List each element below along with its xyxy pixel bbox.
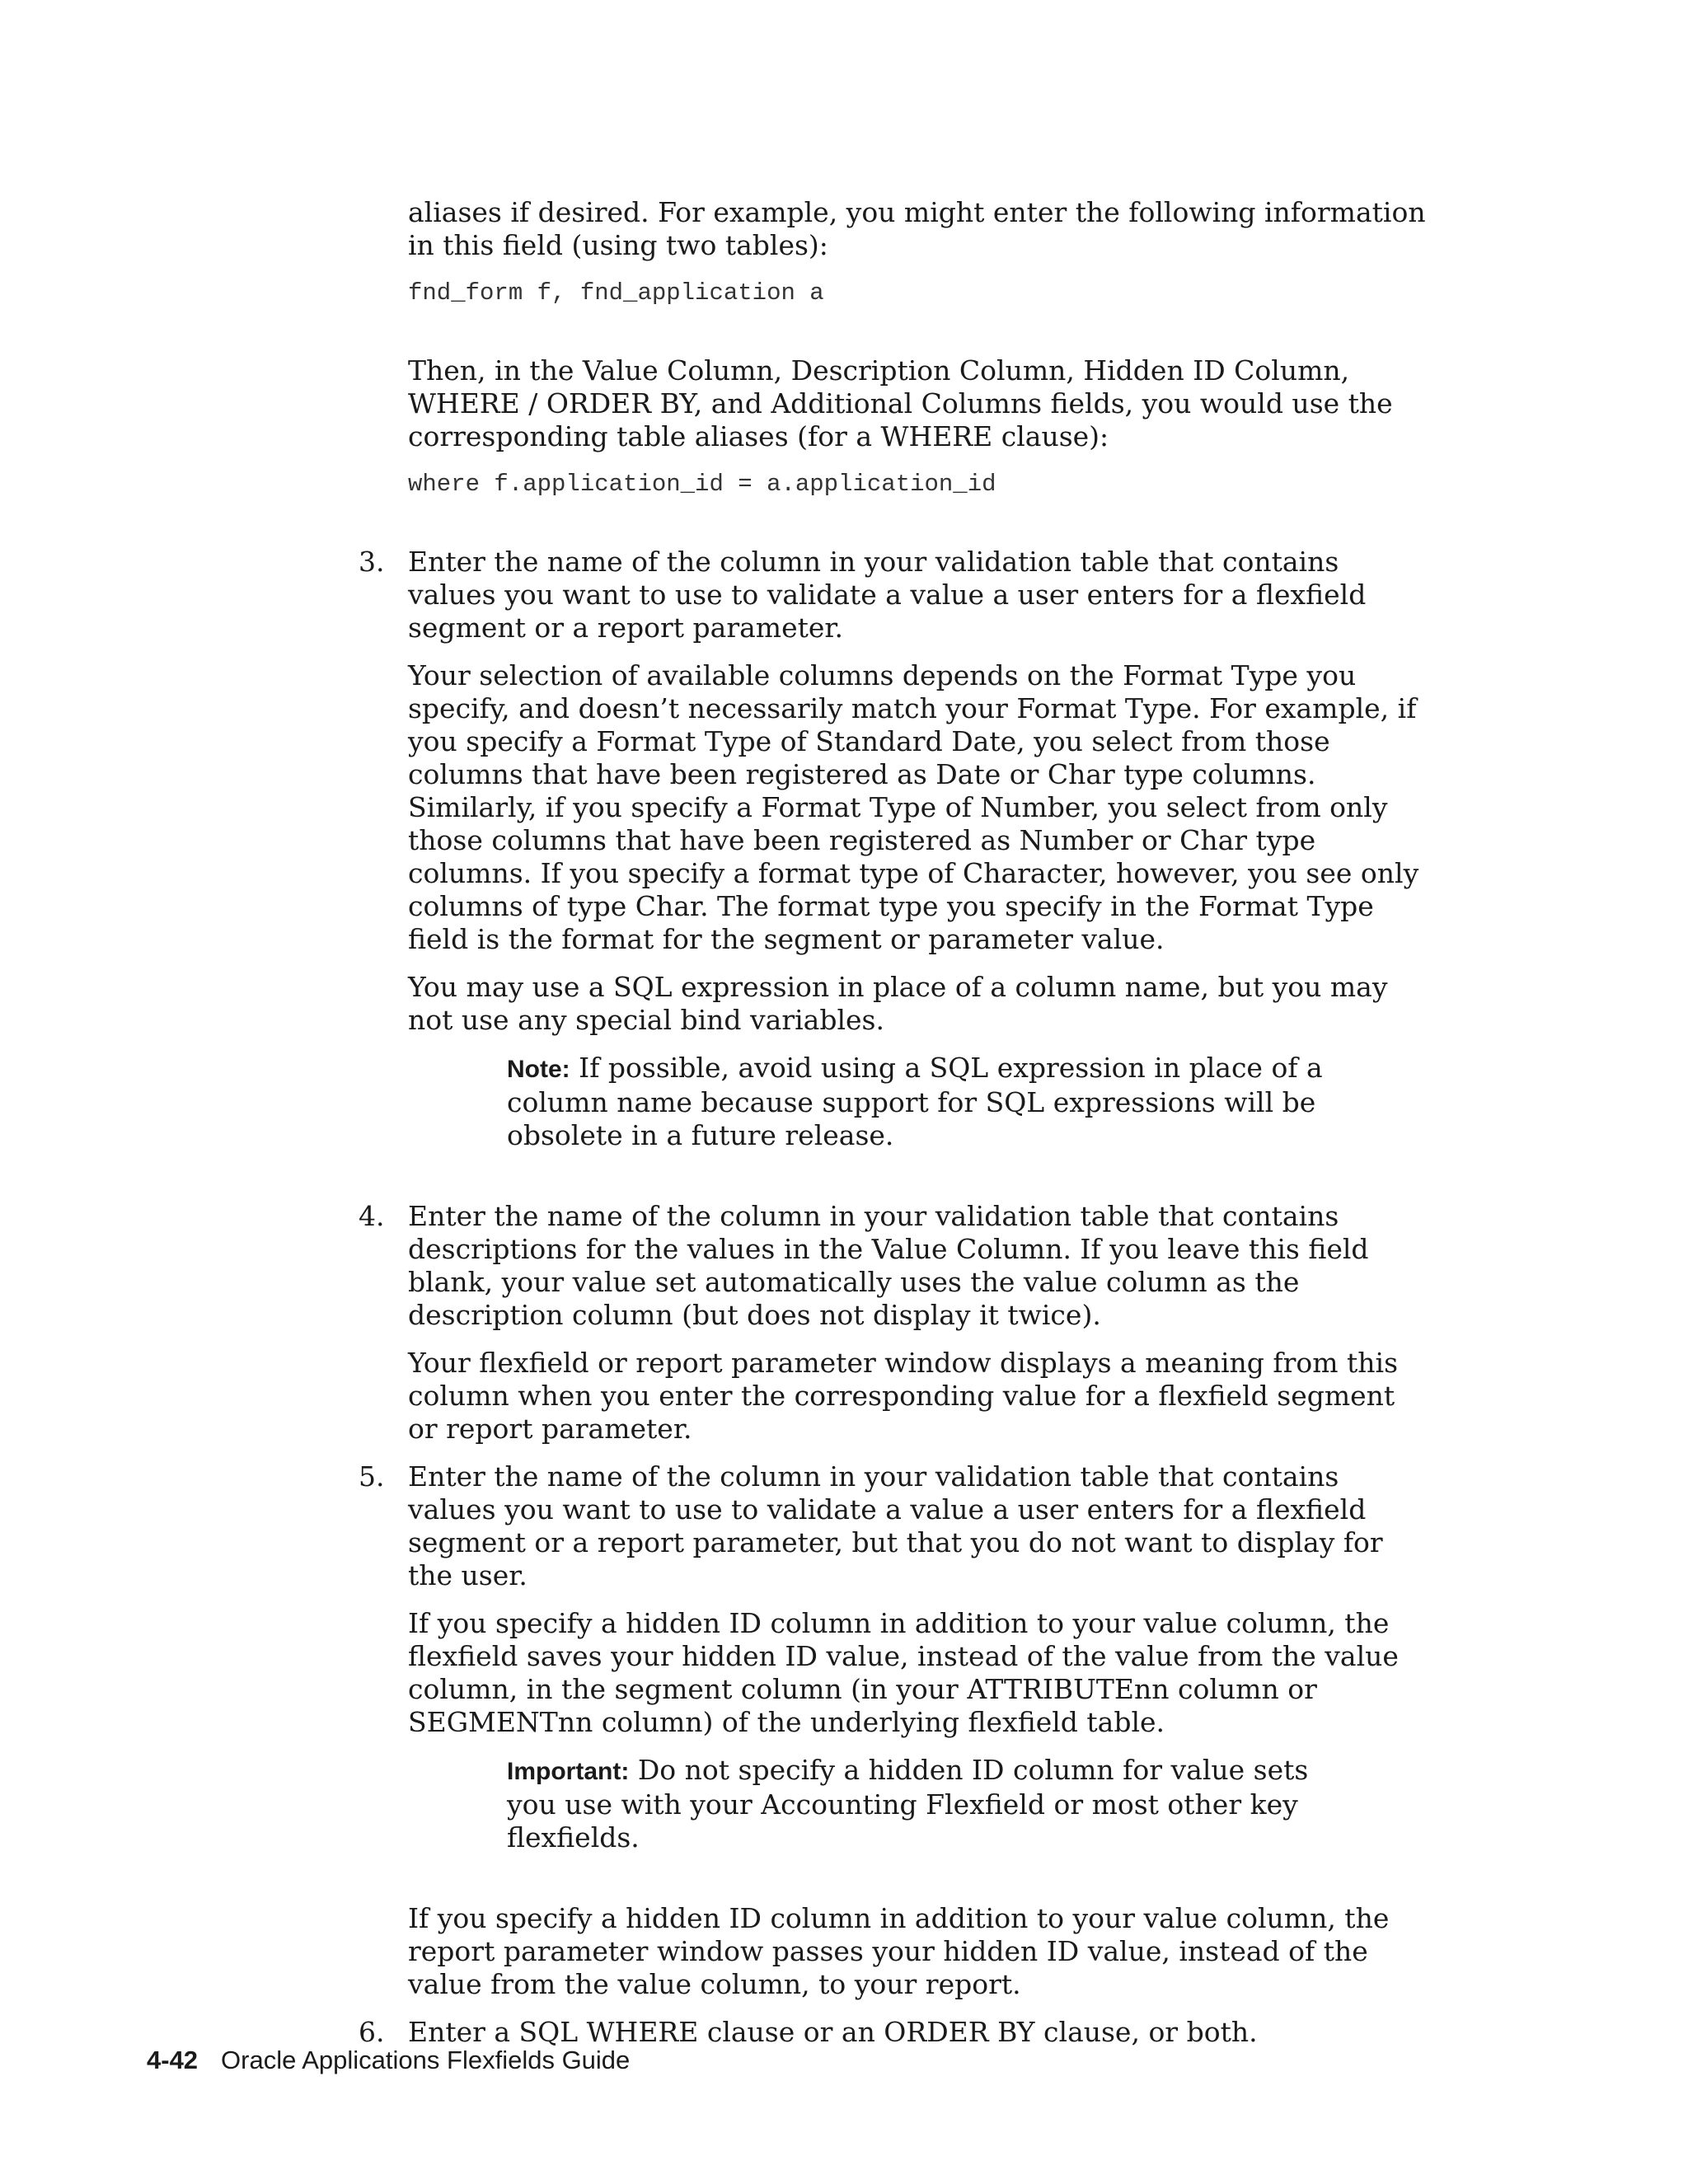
step-3: [359, 546, 1430, 1152]
important-text: Do not specify a hidden ID column for value sets you use with your Accounting Flexfield or most other key flexfields.: [507, 1754, 1309, 1854]
step-paragraph: If you specify a hidden ID column in addition to your value column, the flexfield saves your hidden ID value, instead of the value from the value column, in the segment column (in your ATTRIBUTEnn column or SEGMENTnn column) of the underlying flexfield table.: [408, 1607, 1399, 1738]
step-paragraph: If you specify a hidden ID column in addition to your value column, the report parameter window passes your hidden ID value, instead of the value from the value column, to your report.: [408, 1902, 1390, 2000]
step-paragraph: Your selection of available columns depends on the Format Type you specify, and doesn’t necessarily match your Format Type. For example, if you specify a Format Type of Standard Date, you select from those columns that have been registered as Date or Char type columns. Similarly, if you specify a Format Type of Number, you select from only those columns that have been registered as Number or Char type columns. If you specify a format type of Character, however, you see only columns of type Char. The format type you specify in the Format Type field is the format for the segment or parameter value.: [408, 659, 1419, 955]
note-text: If possible, avoid using a SQL expression in place of a column name because support for SQL expressions will be obsolete in a future release.: [507, 1052, 1323, 1151]
step-number: 5.: [359, 1460, 385, 1493]
important-label: Important:: [507, 1758, 630, 1785]
code-example-where: where f.application_id = a.application_id: [408, 471, 996, 498]
step-paragraph: You may use a SQL expression in place of a column name, but you may not use any special bind variables.: [408, 971, 1388, 1036]
step-4: [359, 1200, 1430, 1446]
page-content: [359, 196, 1430, 2049]
then-paragraph: Then, in the Value Column, Description Column, Hidden ID Column, WHERE / ORDER BY, and Additional Columns fields, you would use the corresponding table aliases (for a WHERE clause):: [408, 354, 1393, 452]
step-paragraph: Your flexfield or report parameter window displays a meaning from this column when you enter the corresponding value for a flexfield segment or report parameter.: [408, 1347, 1399, 1445]
page-number: 4-42: [147, 2046, 199, 2074]
intro-paragraph: aliases if desired. For example, you might enter the following information in this field (using two tables):: [408, 196, 1426, 261]
important-callout: [507, 1754, 1331, 1854]
note-callout: [507, 1052, 1331, 1152]
step-text: Enter the name of the column in your validation table that contains descriptions for the values in the Value Column. If you leave this field blank, your value set automatically uses the value column as the description column (but does not display it twice).: [408, 1200, 1369, 1331]
step-number: 6.: [359, 2016, 385, 2048]
note-label: Note:: [507, 1056, 570, 1083]
step-text: Enter the name of the column in your validation table that contains values you want to use to validate a value a user enters for a flexfield segment or a report parameter.: [408, 546, 1367, 644]
page-footer: [147, 2044, 630, 2077]
code-example-from: fnd_form f, fnd_application a: [408, 279, 824, 307]
step-text: Enter a SQL WHERE clause or an ORDER BY clause, or both.: [408, 2016, 1258, 2048]
step-number: 4.: [359, 1200, 385, 1232]
step-number: 3.: [359, 546, 385, 578]
step-5: [359, 1460, 1430, 2001]
step-text: Enter the name of the column in your validation table that contains values you want to use to validate a value a user enters for a flexfield segment or a report parameter, but that you do not want to display for the user.: [408, 1460, 1383, 1591]
book-title: Oracle Applications Flexfields Guide: [221, 2046, 631, 2074]
